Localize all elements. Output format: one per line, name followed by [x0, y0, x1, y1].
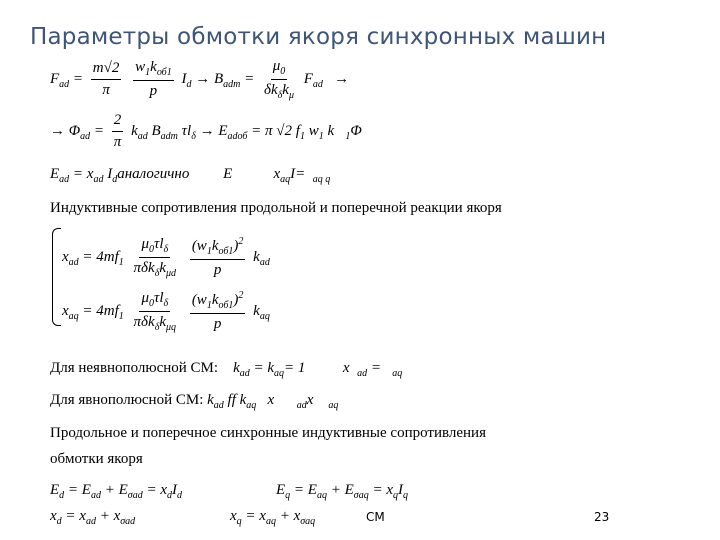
inductive-heading: Индуктивные сопротивления продольной и поперечной реакции якоря — [50, 200, 502, 216]
salient-pole-line: Для явнополюсной СМ: $k_{ad}$ ff $k_{aq}$ x $_{ad}$x $_{aq}$ — [50, 392, 339, 411]
system-brace — [52, 228, 61, 326]
equation-fad: $F_{ad}$ = $\frac{m√2}{\pi}$ $\frac{w_1k_{об1}}{p}$ $I_d \to B_{adm}$ = $\frac{\mu_0}{\delta k_\delta k_\mu}$ $F_{ad}$ → — [50, 58, 350, 101]
equation-xq: $x_q = x_{aq} + x_{\sigma aq}$ — [230, 508, 316, 527]
page-number: 23 — [594, 510, 610, 524]
footer-topic: СМ — [366, 510, 385, 524]
equation-ead: $E_{ad} = x_{ad}$ $I_dаналогично$ E $x_{aq}I= _{aq q}$ — [50, 166, 331, 185]
implicit-pole-line: Для неявнополюсной СМ: $k_{ad} = k_{aq}= 1$ x $_{ad}$ = $_{aq}$ — [50, 360, 403, 379]
sync-text-2: обмотки якоря — [50, 451, 143, 467]
sync-text-1: Продольное и поперечное синхронные индуктивные сопротивления — [50, 425, 486, 441]
equation-xd: $x_d = x_{ad} + x_{\sigma ad}$ — [50, 508, 136, 527]
equation-eq: $E_q = E_{aq} + E_{\sigma aq} = x_qI_q$ — [276, 482, 408, 501]
equation-xad: $x_{ad} = 4mf_1$ $\frac{\mu_0\tau l_\delta}{\pi\delta k_\delta k_{\mu d}}$ $\frac{(w_1k_{об1})^2}{p}$ $k_{ad}$ — [62, 236, 270, 279]
equation-xaq: $x_{aq} = 4mf_1$ $\frac{\mu_0\tau l_\delta}{\pi\delta k_\delta k_{\mu q}}$ $\frac{(w_1k_{об1})^2}{p}$ $k_{aq}$ — [62, 290, 270, 333]
slide-title: Параметры обмотки якоря синхронных машин — [30, 24, 607, 50]
equation-ed: $E_d = E_{ad} + E_{\sigma ad} = x_dI_d$ — [50, 482, 182, 501]
equation-phi-ead: → $\Phi_{ad}$ = $\frac{2}{\pi}$ $k_{ad}$ $B_{adm}$ $\tau l_\delta \to E_{adоб} = \pi$ √2 $f_1$ $w_1$ k $_1$Φ — [50, 112, 362, 150]
